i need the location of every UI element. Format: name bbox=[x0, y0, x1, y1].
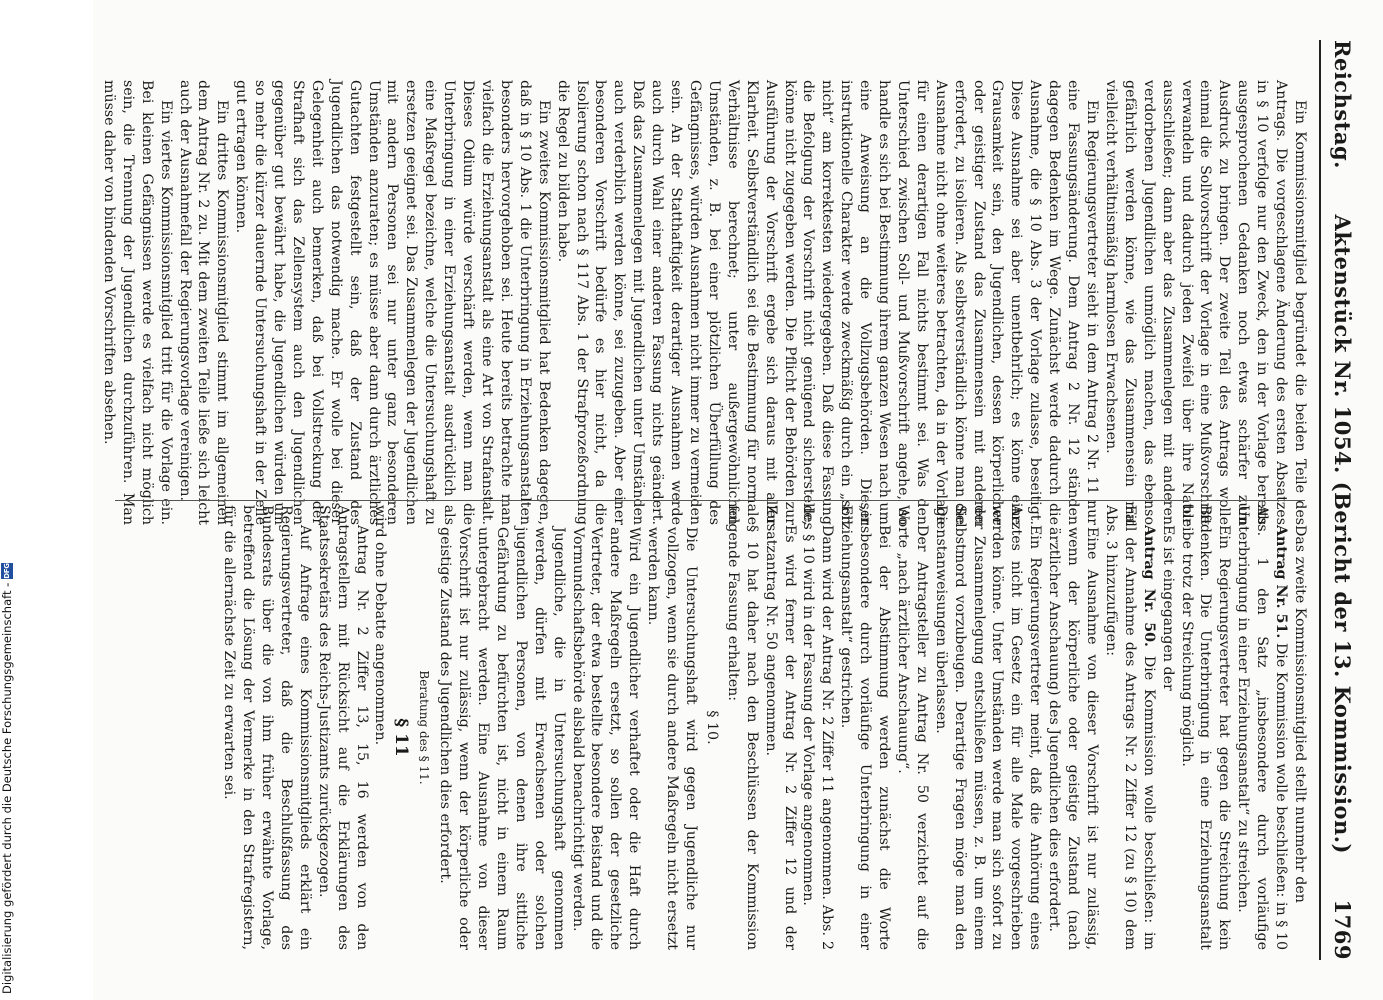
dfg-logo-icon: DFG bbox=[3, 563, 11, 579]
paragraph: Antrag Nr. 2 Ziffer 13, 15, 16 werden von den Antragstellern mit Rücksicht auf die Erklärungen des Staatssekretärs des Reichs-Justizamts zurückgezogen. bbox=[315, 505, 370, 950]
paragraph: wird ohne Debatte angenommen. bbox=[372, 505, 389, 746]
section-10-heading: § 10. bbox=[703, 710, 720, 745]
digitization-note bbox=[0, 563, 16, 994]
digitization-note-text: Digitalisierung gefördert durch die Deutsche Forschungsgemeinschaft - bbox=[0, 582, 14, 994]
column-divider bbox=[115, 500, 1305, 501]
header-center bbox=[1331, 169, 1356, 900]
paragraph: Auf Anfrage eines Kommissionsmitglieds erklärt ein Regierungsvertreter, daß die Beschlußfassung des Bundesrats über die von ihm früher erwähnte Vorlage, betreffend die Lösung der Vermerke in den Strafregistern, für die allernächste Zeit zu erwarten sei. bbox=[221, 505, 313, 950]
paragraph: Ein Regierungsvertreter hat gegen die Streichung kein Bedenken. Die Unterbringung in eine Erziehungsanstalt bleibe trotz der Streichung möglich. bbox=[1178, 505, 1233, 950]
paragraph: Bei der Abstimmung werden zunächst die Worte „insbesondere durch vorläufige Unterbringung in einer Erziehungsanstalt“ gestrichen. bbox=[838, 505, 893, 950]
section-10-para: Die Untersuchungshaft wird gegen Jugendliche nur vollzogen, wenn sie durch andere Maßregeln nicht ersetzt werden kann. bbox=[645, 527, 699, 950]
section-11-heading: § 11 bbox=[391, 718, 412, 757]
page-header bbox=[1323, 40, 1363, 960]
paragraph: Ein Regierungsvertreter meint, daß die Anhörung eines Arztes nicht im Gesetz ein für alle Male vorgeschrieben werden könne. Unter Umständen werde man sich sofort zu der Zusammenlegung entschließen müssen, z. B. um einem Selbstmord vorzubeugen. Derartige Fragen möge man den Dienstanweisungen überlassen. bbox=[932, 505, 1044, 950]
section-10-para: Wird ein Jugendlicher verhaftet oder die Haft durch andere Maßregeln ersetzt, so sollen der gesetzliche Vertreter, der etwa bestellte besondere Beistand und die Vormundschaftsbehörde alsbald benachrichtigt werden. bbox=[569, 527, 643, 950]
paragraph: Es ist eingegangen der bbox=[1159, 525, 1176, 691]
left-column bbox=[100, 80, 1309, 525]
antrag-50-label: Antrag Nr. 50. bbox=[1140, 525, 1157, 647]
paragraph: Das zweite Kommissionsmitglied stellt nunmehr den bbox=[1292, 525, 1308, 903]
paragraph: Ein drittes Kommissionsmitglied stimmt im allgemeinen dem Antrag Nr. 2 zu. Mit dem zweiten Teile ließe sich leicht auch der Ausnahmefall der Regierungsvorlage vereinigen. bbox=[176, 80, 231, 525]
antrag-51-label: Antrag Nr. 51. bbox=[1273, 525, 1290, 639]
paragraph: § 10 hat daher nach den Beschlüssen der Kommission folgende Fassung erhalten: bbox=[724, 505, 760, 950]
antrag-50-quote: Eine Ausnahme von dieser Vorschrift ist nur zulässig, wenn der körperliche oder geistige Zustand (nach ärztlicher Anschauung) des Jugendlichen dies erfordert. bbox=[1046, 527, 1101, 950]
beratung-heading: Beratung des § 11. bbox=[417, 670, 432, 785]
antrag-50-text: Die Kommission wolle beschließen: im Fall der Annahme des Antrags Nr. 2 Ziffer 12 (zu § 10) dem Abs. 3 hinzuzufügen: bbox=[1102, 505, 1157, 950]
antrag-51 bbox=[1233, 505, 1290, 950]
right-column bbox=[109, 505, 1309, 950]
paragraph: Ein viertes Kommissionsmitglied tritt für die Vorlage ein. Bei kleinen Gefängnissen werde es vielfach nicht möglich sein, die Trennung der Jugendlichen durchzuführen. Man müsse daher von bindenden Vorschriften absehen. bbox=[100, 80, 174, 525]
document-page bbox=[93, 0, 1383, 1000]
paragraph: Dann wird der Antrag Nr. 2 Ziffer 11 angenommen. Abs. 2 des § 10 wird in der Fassung der Vorlage angenommen. bbox=[800, 505, 836, 950]
antrag-51-text: Die Kommission wolle beschließen: in § 10 Abs. 1 den Satz „insbesondere durch vorläufige Unterbringung in einer Erziehungsanstalt“ zu streichen. bbox=[1235, 505, 1290, 950]
header-parenthetical: (Bericht der 13. Kommission.) bbox=[1330, 481, 1356, 854]
paragraph: Ein zweites Kommissionsmitglied hat Bedenken dagegen, daß in § 10 Abs. 1 die Unterbringung in Erziehungsanstalten besonders hervorgehoben sei. Heute bereits betrachte man vielfach die Erziehungsanstalt als eine Art von Strafanstalt. Dieses Odium würde verschärft werden, wenn man die Unterbringung in einer Erziehungsanstalt ausdrücklich als eine Maßregel bezeichne, welche die Untersuchungshaft zu ersetzen geeignet sei. Das Zusammenlegen der Jugendlichen mit andern Personen sei nur unter ganz besonderen Umständen anzuraten; es müsse aber dann durch ärztliches Gutachten festgestellt sein, daß der Zustand des Jugendlichen das notwendig mache. Er wolle bei dieser Gelegenheit auch bemerken, daß bei Vollstreckung der Strafhaft sich das Zellensystem auch den Jugendlichen gegenüber gut bewährt habe, die Jugendlichen würden um so mehr die kürzer dauernde Untersuchungshaft in der Zelle gut ertragen können. bbox=[233, 80, 552, 525]
section-10-para: Jugendliche, die in Untersuchungshaft genommen werden, dürfen mit Erwachsenen oder solchen jugendlichen Personen, von denen ihre sittliche Gefährdung zu befürchten ist, nicht in einem Raum untergebracht werden. Eine Ausnahme von dieser Vorschrift ist nur zulässig, wenn der körperliche oder geistige Zustand des Jugendlichen dies erfordert. bbox=[437, 527, 567, 950]
page-number: 1769 bbox=[1330, 899, 1356, 960]
paragraph: Ein Kommissionsmitglied begründet die beiden Teile des Antrags. Die vorgeschlagene Änderung des ersten Absatzes in § 10 verfolge nur den Zweck, den in der Vorlage bereits ausgesprochenen Gedanken noch etwas schärfer zum Ausdruck zu bringen. Der zweite Teil des Antrags wolle einmal die Sollvorschrift der Vorlage in eine Mußvorschrift verwandeln und dadurch jeden Zweifel über ihre Natur ausschließen; dann aber das Zusammenlegen mit anderen verdorbenen Jugendlichen unmöglich machen, das ebenso gefährlich werden könne, wie das Zusammensein mit vielleicht verhältnismäßig harmlosen Erwachsenen. bbox=[1102, 80, 1308, 525]
paragraph: Der Antragsteller zu Antrag Nr. 50 verzichtet auf die Worte „nach ärztlicher Anschauung“. bbox=[894, 505, 930, 950]
antrag-50 bbox=[1101, 505, 1158, 950]
header-rule bbox=[1319, 40, 1321, 960]
header-document-number: Aktenstück Nr. 1054. bbox=[1330, 214, 1356, 474]
paragraph: Ein Regierungsvertreter sieht in dem Antrag 2 Nr. 11 nur eine Fassungsänderung. Dem Antrag 2 Nr. 12 ständen dagegen Bedenken im Wege. Zunächst werde dadurch die Ausnahme, die § 10 Abs. 3 der Vorlage zulasse, beseitigt. Diese Ausnahme sei aber unentbehrlich; es könne eine Grausamkeit sein, den Jugendlichen, dessen körperlicher oder geistiger Zustand das Zusammensein mit anderen erfordert, zu isolieren. Als selbstverständlich könne man die Ausnahme nicht ohne weiteres betrachten, da in der Vorlage für einen derartigen Fall nichts bestimmt sei. Was den Unterschied zwischen Soll- und Mußvorschrift angehe, so handle es sich bei Bestimmung ihrem ganzen Wesen nach um eine Anweisung an die Vollzugsbehörden. Dieser instruktionelle Charakter werde zweckmäßig durch ein „soll nicht“ am korrektesten wiedergegeben. Daß diese Fassung die Befolgung der Vorschrift nicht genügend sicherstelle, könne nicht zugegeben werden. Die Pflicht der Behörden zur Ausführung der Vorschrift ergebe sich daraus mit aller Klarheit. Selbstverständlich sei die Bestimmung für normale Verhältnisse berechnet; unter außergewöhnlichen Umständen, z. B. bei einer plötzlichen Überfüllung des Gefängnisses, würden Ausnahmen nicht immer zu vermeiden sein. An der Statthaftigkeit derartiger Ausnahmen werde auch durch Wahl einer anderen Fassung nichts geändert. Daß das Zusammenlegen mit Jugendlichen unter Umständen auch verderblich werden könne, sei zuzugeben. Aber einer besonderen Vorschrift bedürfe es hier nicht, da die Isolierung schon nach § 117 Abs. 1 der Strafprozeßordnung die Regel zu bilden habe. bbox=[554, 80, 1101, 525]
header-left: Reichstag. bbox=[1330, 40, 1356, 169]
paragraph: Es wird ferner der Antrag Nr. 2 Ziffer 12 und der Zusatzantrag Nr. 50 angenommen. bbox=[762, 505, 798, 950]
